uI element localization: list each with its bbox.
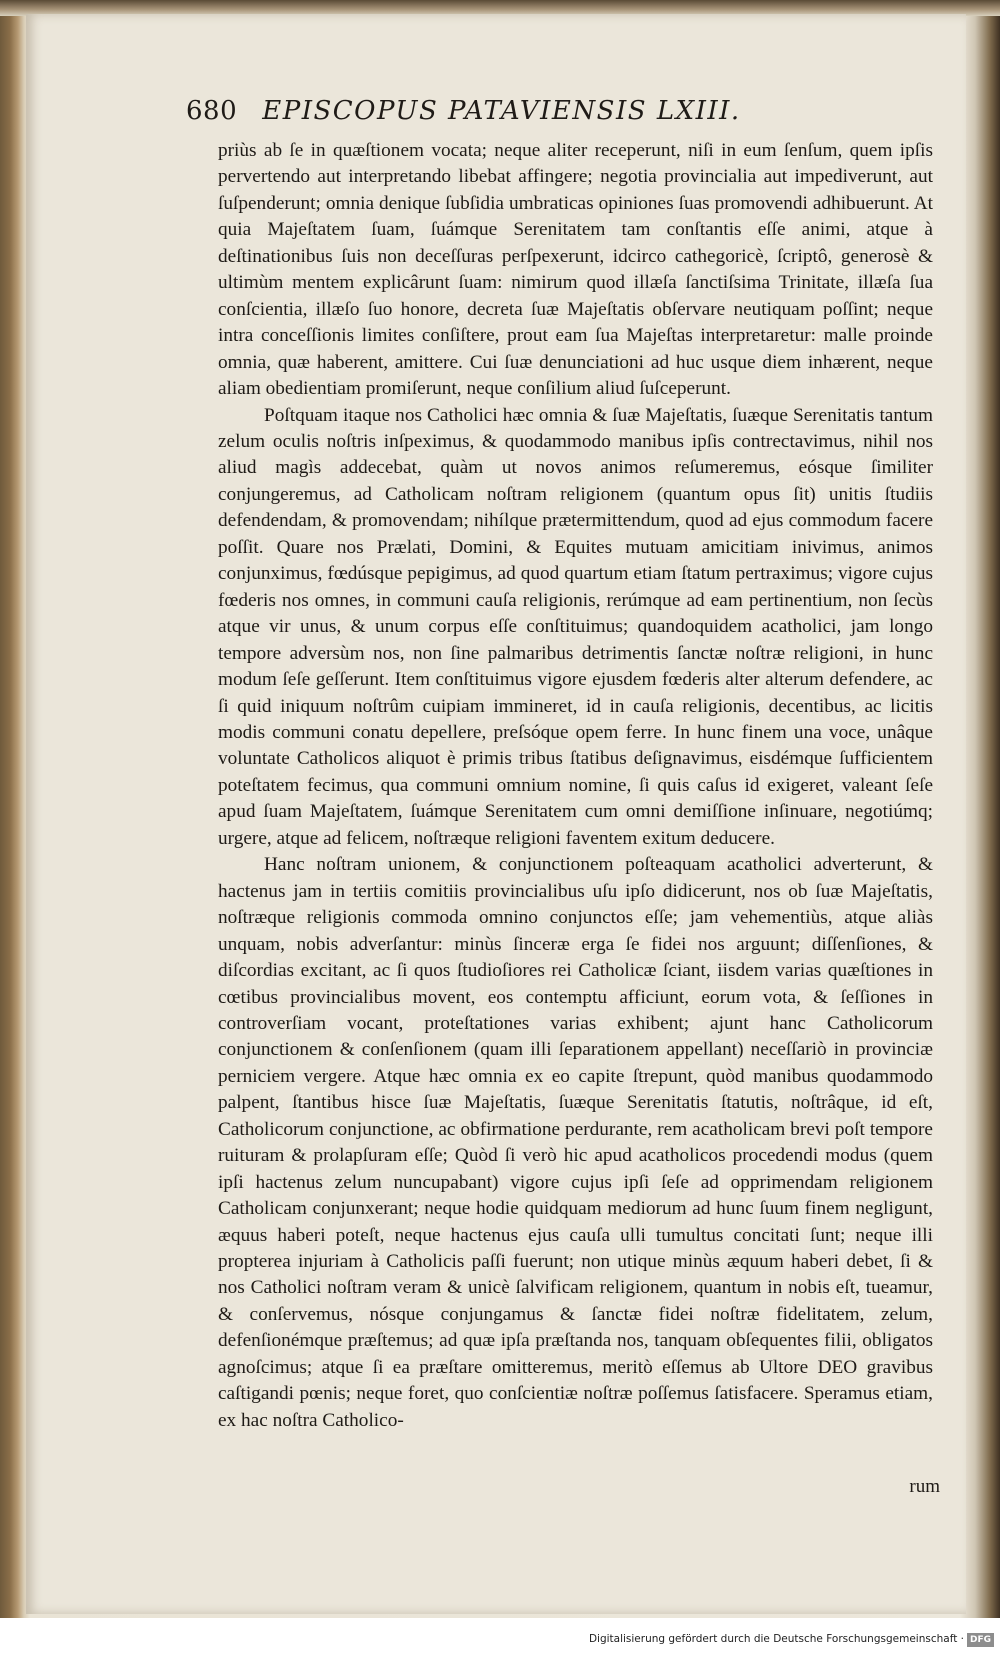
- catchword: rum: [909, 1476, 940, 1497]
- page-number: 680: [186, 96, 238, 126]
- digitization-credit: Digitalisierung gefördert durch die Deutsche Forschungsgemeinschaft ·: [588, 1633, 964, 1645]
- paragraph-1: priùs ab ſe in quæſtionem vocata; neque aliter receperunt, niſi in eum ſenſum, quem ipſis pervertendo aut interpretando libebat affingere; negotia provincialia aut impediverunt, aut ſuſpenderunt; omnia denique ſubſidia umbraticas opiniones ſuas promovendi adhibuerunt. At quia Majeſtatem ſuam, ſuámque Serenitatem tam conſtantis eſſe animi, atque à deſtinationibus ſuis non deceſſuras perſpexerunt, idcirco cathegoricè, ſcriptô, generosè & ultimùm mentem explicârunt ſuam: nimirum quod illæſa ſanctiſsima Trinitate, illæſa ſua conſcientia, illæſo ſuo honore, decreta ſuæ Majeſtatis obſervare neutiquam poſſint; neque intra conceſſionis limites conſiſtere, prout eam ſua Majeſtas interpretaretur: malle proinde omnia, quæ haberent, amittere. Cui ſuæ denunciationi ad huc usque diem inhærent, neque aliam obedientiam promiſerunt, neque conſilium aliud ſuſceperunt.: [218, 140, 933, 400]
- paragraph-2: Poſtquam itaque nos Catholici hæc omnia & ſuæ Majeſtatis, ſuæque Serenitatis tantum zelum oculis noſtris inſpeximus, & quodammodo manibus ipſis contrectavimus, nihil nos aliud magìs addecebat, quàm ut novos animos reſumeremus, eósque ſimiliter conjungeremus, ad Catholicam noſtram religionem (quantum opus ſit) unitis ſtudiis defendendam, & promovendam; nihílque prætermittendum, quod ad ejus commodum facere poſſit. Quare nos Prælati, Domini, & Equites mutuam amicitiam inivimus, animos conjunximus, fœdúsque pepigimus, ad quod quartum etiam ſtatum pertraximus; vigore cujus fœderis nos omnes, in communi cauſa religionis, rerúmque ad eam pertinentium, non ſecùs atque vir unus, & unum corpus eſſe conſtituimus; quandoquidem acatholici, jam longo tempore adversùm nos, non ſine palmaribus detrimentis ſanctæ noſtræ religioni, in hunc modum ſeſe geſſerunt. Item conſtituimus vigore ejusdem fœderis alter alterum defendere, ac ſi quid iniquum noſtrûm cuipiam immineret, id in cauſa religionis, decentibus, ac licitis modis communi conatu depellere, preſsóque opem ferre. In hunc finem una voce, unâque voluntate Catholicos aliquot è primis tribus ſtatibus deſignavimus, eisdémque ſufficientem poteſtatem fecimus, qua communi omnium nomine, ſi quis caſus id exigeret, valeant ſeſe apud ſuam Majeſtatem, ſuámque Serenitatem cum omni demiſſione inſinuare, negotiúmq; urgere, atque ad felicem, noſtræque religioni faventem exitum deducere.: [218, 404, 933, 849]
- paragraph-3: Hanc noſtram unionem, & conjunctionem poſteaquam acatholici adverterunt, & hactenus jam in tertiis comitiis provincialibus uſu ipſo didicerunt, nos ob ſuæ Majeſtatis, noſtræque religionis commoda omnino conjunctos eſſe; jam vehementiùs, atque aliàs unquam, nobis adverſantur: minùs ſinceræ erga ſe fidei nos arguunt; diſſenſiones, & diſcordias excitant, ac ſi quos ſtudioſiores rei Catholicæ ſciant, iisdem varias quæſtiones in cœtibus provincialibus movent, eos contemptu afficiunt, eorum vota, & ſeſſiones in controverſiam vocant, proteſtationes varias exhibent; ajunt hanc Catholicorum conjunctionem & conſenſionem (quam illi ſeparationem appellant) neceſſariò in provinciæ perniciem vergere. Atque hæc omnia ex eo capite ſtrepunt, quòd manibus quodammodo palpent, ſtantibus hisce ſuæ Majeſtatis, ſuæque Serenitatis ſtatutis, noſtrâque, id eſt, Catholicorum conjunctione, ac obfirmatione perdurante, rem acatholicam brevi poſt tempore ruituram & prolapſuram eſſe; Quòd ſi verò hic apud acatholicos procedendi modus (quem ipſi hactenus zelum nuncupabant) vigore cujus ipſi ſeſe ad opprimendam religionem Catholicam conjunxerant; neque hodie quidquam mediorum ad hunc ſuum finem negligunt, æquus haberi poteſt, neque hactenus ejus cauſa ulli tumultus concitati ſunt; neque illi propterea injuriam à Catholicis paſſi fuerunt; non utique minùs æquum haberi debet, ſi & nos Catholici noſtram veram & unicè ſalvificam religionem, quantum in nobis eſt, tueamur, & conſervemus, nósque conjungamus & ſanctæ fidei noſtræ fidelitatem, zelum, defenſionémque præſtemus; ad quæ ipſa præſtanda nos, tanquam obſequentes filii, obligatos agnoſcimus; atque ſi ea præſtare omitteremus, meritò eſſemus ab Ultore DEO gravibus caſtigandi pœnis; neque foret, quo conſcientiæ noſtræ poſſemus ſatisfacere. Speramus etiam, ex hac noſtra Catholico-: [218, 854, 933, 1431]
- body-text: [218, 138, 933, 1478]
- dfg-logo: DFG: [967, 1633, 994, 1647]
- running-title: EPISCOPUS PATAVIENSIS LXIII.: [262, 96, 741, 126]
- page-header: [186, 96, 806, 136]
